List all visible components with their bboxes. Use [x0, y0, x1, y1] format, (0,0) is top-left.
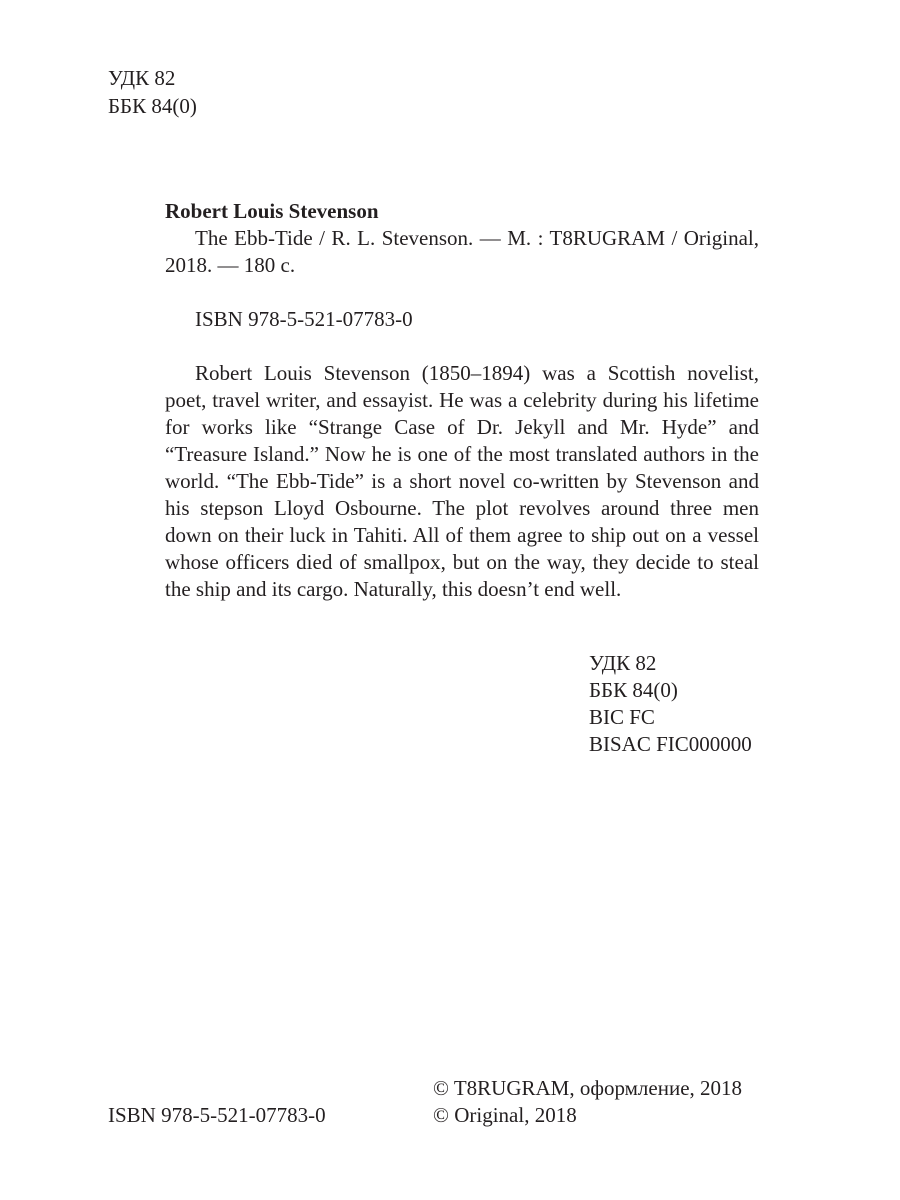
copyright-notices: [433, 1075, 742, 1129]
classification-codes: [589, 650, 752, 758]
book-annotation: Robert Louis Stevenson (1850–1894) was a Scottish novelist, poet, travel writer, and essayist. He was a celebrity during his lifetime for works like “Strange Case of Dr. Jekyll and Mr. Hyde” and “Treasure Island.” Now he is one of the most translated authors in the world. “The Ebb-Tide” is a short novel co-written by Stevenson and his stepson Lloyd Osbourne. The plot revolves around three men down on their luck in Tahiti. All of them agree to ship out on a vessel whose officers died of smallpox, but on the way, they decide to steal the ship and its cargo. Naturally, this doesn’t end well.: [165, 361, 759, 601]
udk-code: УДК 82: [108, 66, 176, 90]
bbk-code: ББК 84(0): [589, 678, 678, 702]
udk-code: УДК 82: [589, 651, 657, 675]
bibliographic-description: The Ebb-Tide / R. L. Stevenson. — M. : T8RUGRAM / Original, 2018. — 180 c.: [165, 226, 759, 277]
bic-code: BIC FC: [589, 705, 655, 729]
bbk-code: ББК 84(0): [108, 94, 197, 118]
copyright-design: © T8RUGRAM, оформление, 2018: [433, 1076, 743, 1100]
bisac-code: BISAC FIC000000: [589, 732, 752, 756]
footer-isbn: ISBN 978-5-521-07783-0: [108, 1103, 326, 1127]
isbn-line: ISBN 978-5-521-07783-0: [195, 307, 413, 331]
catalog-record: [165, 198, 759, 624]
author-name: Robert Louis Stevenson: [165, 199, 379, 223]
copyright-original: © Original, 2018: [433, 1103, 577, 1127]
top-classification-codes: [108, 64, 197, 120]
